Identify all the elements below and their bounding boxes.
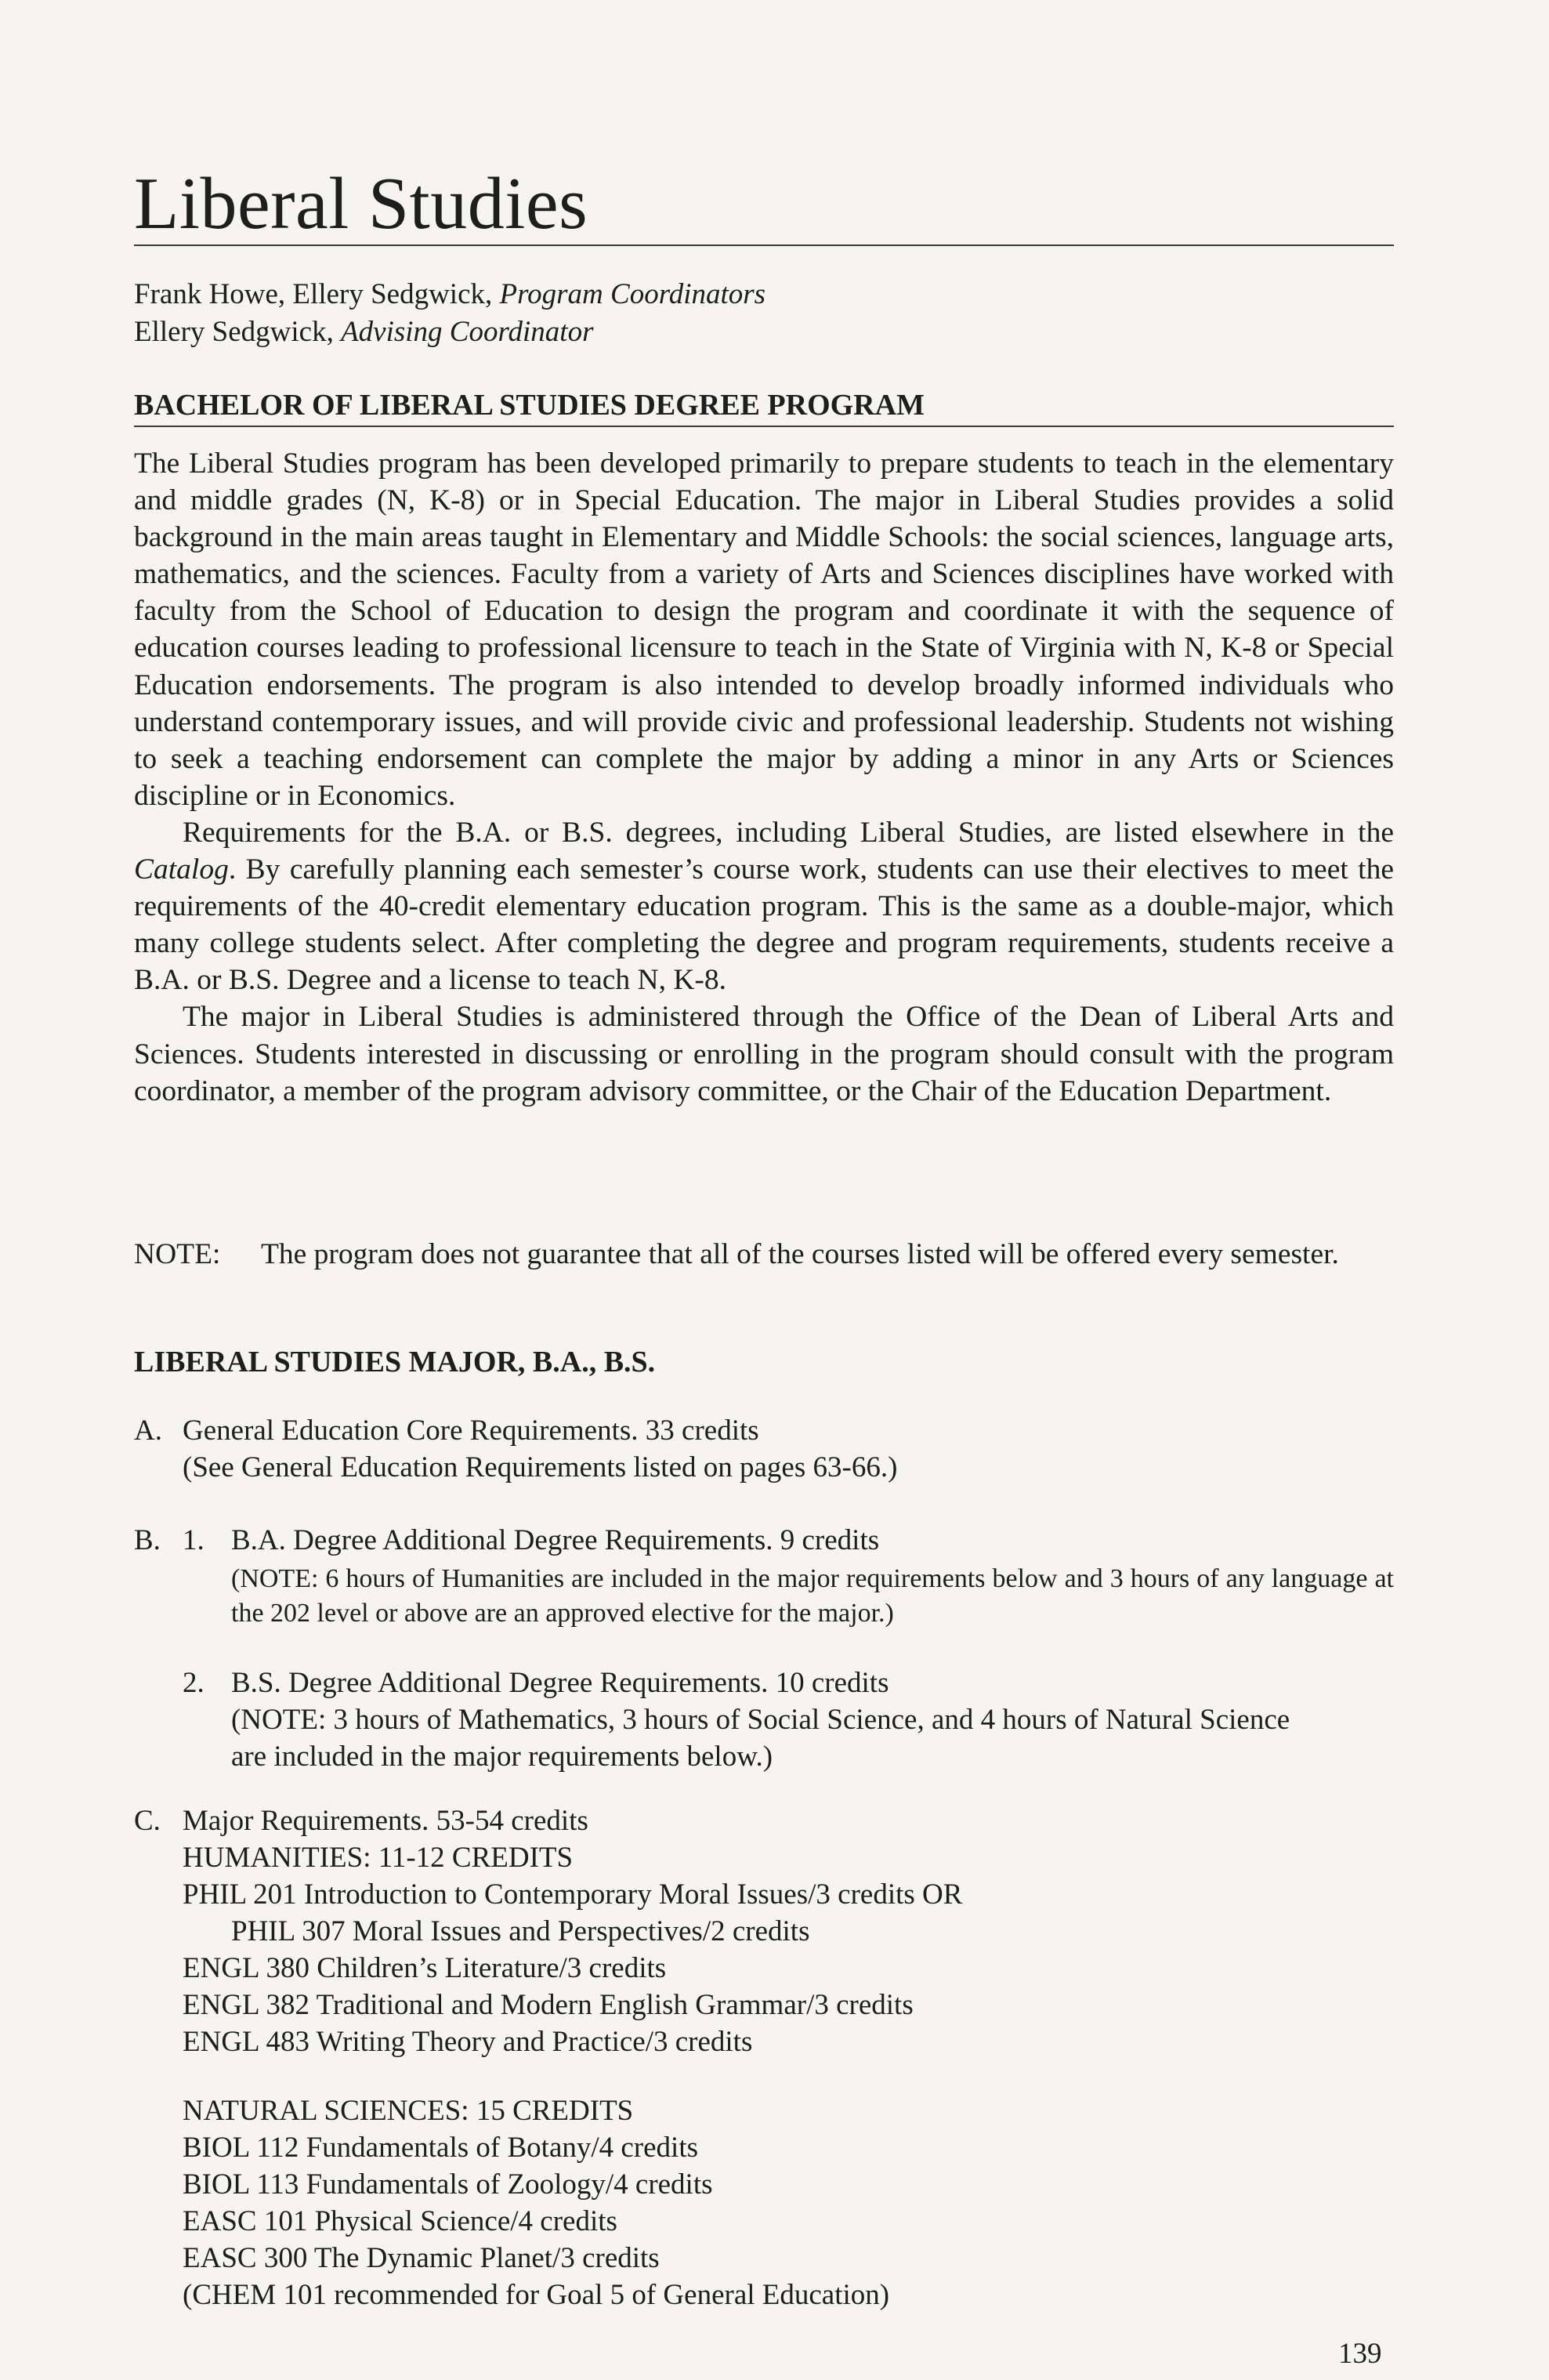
natural-sciences-heading: NATURAL SCIENCES: 15 CREDITS bbox=[183, 2095, 634, 2127]
course-line: EASC 101 Physical Science/4 credits bbox=[183, 2205, 617, 2237]
course-line: EASC 300 The Dynamic Planet/3 credits bbox=[183, 2242, 660, 2274]
title-block bbox=[134, 163, 1394, 246]
major-heading-text: LIBERAL STUDIES MAJOR, B.A., B.S. bbox=[134, 1346, 656, 1378]
section-b-item-2 bbox=[134, 1665, 1394, 1775]
coordinator-names: Frank Howe, Ellery Sedgwick, bbox=[134, 278, 493, 310]
section-a-line: General Education Core Requirements. 33 credits bbox=[183, 1415, 759, 1447]
heading-rule bbox=[134, 426, 1394, 427]
natural-sciences-block bbox=[134, 2092, 1394, 2313]
note-label: NOTE: bbox=[134, 1238, 221, 1270]
section-c bbox=[134, 1802, 1394, 2060]
section-b bbox=[134, 1522, 1394, 1630]
ba-requirements-note: (NOTE: 6 hours of Humanities are included in the major requirements below and 3 hours of any language at the 202 level or above are an approved elective for the major.) bbox=[231, 1564, 1394, 1628]
coordinator-role: Program Coordinators bbox=[499, 278, 766, 310]
humanities-heading: HUMANITIES: 11-12 CREDITS bbox=[183, 1842, 574, 1874]
ba-requirements-line: B.A. Degree Additional Degree Requirements. 9 credits bbox=[231, 1524, 880, 1556]
item-number: 1. bbox=[183, 1524, 204, 1556]
paragraph: The major in Liberal Studies is administered through the Office of the Dean of Liberal Arts and Sciences. Students interested in discussing or enrolling in the program should consult with the program coordinator, a member of the program advisory committee, or the Chair of the Education Department. bbox=[134, 1001, 1394, 1107]
coordinator-role: Advising Coordinator bbox=[341, 316, 594, 348]
paragraph: Requirements for the B.A. or B.S. degrees, including Liberal Studies, are listed elsewhere in the Catalog. By carefully planning each semester’s course work, students can use their electives to meet the requirements of the 40-credit elementary education program. This is the same as a double-major, which many college students select. After completing the degree and program requirements, students receive a B.A. or B.S. Degree and a license to teach N, K-8. bbox=[134, 816, 1394, 997]
section-letter: B. bbox=[134, 1524, 161, 1556]
course-line: (CHEM 101 recommended for Goal 5 of General Education) bbox=[183, 2279, 890, 2311]
bs-requirements-note: (NOTE: 3 hours of Mathematics, 3 hours of Social Science, and 4 hours of Natural Science are included in the major requirements below.) bbox=[231, 1704, 1290, 1773]
coordinator-line bbox=[134, 313, 1394, 351]
item-number: 2. bbox=[183, 1667, 204, 1699]
section-letter: C. bbox=[134, 1805, 161, 1837]
degree-program-heading bbox=[134, 386, 1394, 427]
section-a-subline: (See General Education Requirements listed on pages 63-66.) bbox=[183, 1451, 898, 1483]
page-title: Liberal Studies bbox=[134, 163, 588, 245]
course-line: ENGL 483 Writing Theory and Practice/3 credits bbox=[183, 2026, 753, 2058]
section-letter: A. bbox=[134, 1415, 162, 1447]
coordinator-line bbox=[134, 276, 1394, 313]
course-line: BIOL 112 Fundamentals of Botany/4 credits bbox=[183, 2132, 699, 2164]
catalog-italic: Catalog bbox=[134, 853, 229, 886]
major-heading bbox=[134, 1343, 1394, 1381]
coordinator-names: Ellery Sedgwick, bbox=[134, 316, 334, 348]
page-number: 139 bbox=[1338, 2338, 1382, 2370]
program-description bbox=[134, 445, 1394, 1110]
course-line: PHIL 201 Introduction to Contemporary Moral Issues/3 credits OR bbox=[183, 1878, 963, 1911]
course-line: BIOL 113 Fundamentals of Zoology/4 credits bbox=[183, 2168, 713, 2201]
program-note bbox=[134, 1236, 1394, 1273]
degree-program-heading-text: BACHELOR OF LIBERAL STUDIES DEGREE PROGRAM bbox=[134, 389, 925, 422]
paragraph: The Liberal Studies program has been developed primarily to prepare students to teach in the elementary and middle grades (N, K-8) or in Special Education. The major in Liberal Studies provides a solid background in the main areas taught in Elementary and Middle Schools: the social sciences, language arts, mathematics, and the sciences. Faculty from a variety of Arts and Sciences disciplines have worked with faculty from the School of Education to design the program and coordinate it with the sequence of education courses leading to professional licensure to teach in the State of Virginia with N, K-8 or Special Education endorsements. The program is also intended to develop broadly informed individuals who understand contemporary issues, and will provide civic and professional leadership. Students not wishing to seek a teaching endorsement can complete the major by adding a minor in any Arts or Sciences discipline or in Economics. bbox=[134, 447, 1394, 812]
note-text: The program does not guarantee that all of the courses listed will be offered every semester. bbox=[261, 1238, 1339, 1270]
course-line: ENGL 380 Children’s Literature/3 credits bbox=[183, 1952, 667, 1984]
coordinators bbox=[134, 276, 1394, 351]
bs-requirements-line: B.S. Degree Additional Degree Requirements. 10 credits bbox=[231, 1667, 889, 1699]
section-a bbox=[134, 1412, 1394, 1486]
course-line: ENGL 382 Traditional and Modern English Grammar/3 credits bbox=[183, 1989, 914, 2021]
major-requirements-line: Major Requirements. 53-54 credits bbox=[183, 1805, 588, 1837]
title-rule bbox=[134, 245, 1394, 246]
course-line: PHIL 307 Moral Issues and Perspectives/2 credits bbox=[231, 1915, 810, 1947]
